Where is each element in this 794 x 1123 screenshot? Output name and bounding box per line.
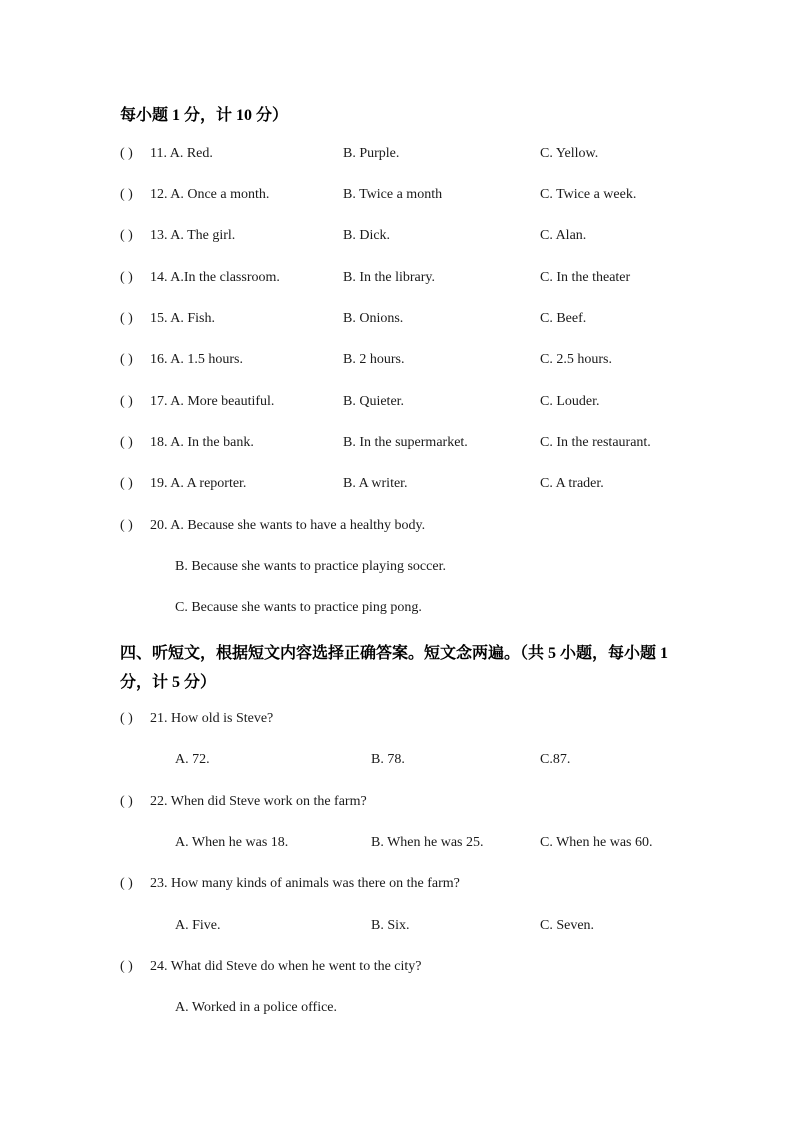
option-a: 13. A. The girl.	[150, 228, 236, 243]
answer-blank[interactable]: ( )	[120, 311, 133, 326]
question-20-option-b-row	[120, 559, 720, 579]
option-c: C. When he was 60.	[540, 835, 653, 850]
question-15	[120, 311, 720, 331]
question-22	[120, 794, 720, 814]
option-a: A. 72.	[175, 752, 210, 767]
answer-blank[interactable]: ( )	[120, 352, 133, 367]
option-c: C. Beef.	[540, 311, 587, 326]
question-24-options	[120, 1000, 720, 1020]
option-b: B. In the supermarket.	[343, 435, 468, 450]
question-stem: 22. When did Steve work on the farm?	[150, 794, 367, 809]
option-a: 11. A. Red.	[150, 146, 213, 161]
question-18	[120, 435, 720, 455]
answer-blank[interactable]: ( )	[120, 711, 133, 726]
option-c: C. In the restaurant.	[540, 435, 651, 450]
option-b: B. Because she wants to practice playing soccer.	[175, 559, 446, 574]
option-b: B. In the library.	[343, 270, 436, 285]
option-c: C.87.	[540, 752, 571, 767]
question-16	[120, 352, 720, 372]
answer-blank[interactable]: ( )	[120, 146, 133, 161]
answer-blank[interactable]: ( )	[120, 187, 133, 202]
question-21	[120, 711, 720, 731]
option-c: C. Alan.	[540, 228, 587, 243]
option-c: C. Twice a week.	[540, 187, 637, 202]
question-14	[120, 270, 720, 290]
answer-blank[interactable]: ( )	[120, 394, 133, 409]
option-b: B. Dick.	[343, 228, 391, 243]
question-stem: 24. What did Steve do when he went to the city?	[150, 959, 422, 974]
question-stem: 23. How many kinds of animals was there on the farm?	[150, 876, 460, 891]
option-b: B. Purple.	[343, 146, 400, 161]
question-19	[120, 476, 720, 496]
option-a: 19. A. A reporter.	[150, 476, 247, 491]
question-12	[120, 187, 720, 207]
answer-blank[interactable]: ( )	[120, 876, 133, 891]
option-a: A. When he was 18.	[175, 835, 289, 850]
section3-heading: 每小题 1 分，计 10 分）	[120, 107, 289, 124]
option-c: C. Louder.	[540, 394, 600, 409]
option-a: A. Five.	[175, 918, 221, 933]
option-b: B. Quieter.	[343, 394, 405, 409]
option-a: 15. A. Fish.	[150, 311, 215, 326]
answer-blank[interactable]: ( )	[120, 435, 133, 450]
option-a: 18. A. In the bank.	[150, 435, 254, 450]
option-b: B. Twice a month	[343, 187, 443, 202]
question-13	[120, 228, 720, 248]
answer-blank[interactable]: ( )	[120, 228, 133, 243]
option-a: 20. A. Because she wants to have a healthy body.	[150, 518, 426, 533]
option-c: C. 2.5 hours.	[540, 352, 612, 367]
answer-blank[interactable]: ( )	[120, 794, 133, 809]
question-22-options	[120, 835, 720, 855]
option-a: 12. A. Once a month.	[150, 187, 270, 202]
option-b: B. Six.	[371, 918, 410, 933]
question-20	[120, 518, 720, 538]
option-a: 14. A.In the classroom.	[150, 270, 280, 285]
question-17	[120, 394, 720, 414]
question-11	[120, 146, 720, 166]
option-b: B. Onions.	[343, 311, 404, 326]
option-a: 16. A. 1.5 hours.	[150, 352, 243, 367]
question-24	[120, 959, 720, 979]
option-c: C. Yellow.	[540, 146, 599, 161]
question-23	[120, 876, 720, 896]
answer-blank[interactable]: ( )	[120, 518, 133, 533]
question-21-options	[120, 752, 720, 772]
option-b: B. When he was 25.	[371, 835, 484, 850]
answer-blank[interactable]: ( )	[120, 959, 133, 974]
option-c: C. In the theater	[540, 270, 631, 285]
option-c: C. A trader.	[540, 476, 604, 491]
section4-heading-line2: 分，计 5 分）	[120, 674, 217, 691]
question-20-option-c-row	[120, 600, 720, 620]
option-b: B. 78.	[371, 752, 405, 767]
option-b: B. A writer.	[343, 476, 408, 491]
option-a: 17. A. More beautiful.	[150, 394, 275, 409]
option-c: C. Because she wants to practice ping pong.	[175, 600, 422, 615]
option-a: A. Worked in a police office.	[175, 1000, 338, 1015]
option-c: C. Seven.	[540, 918, 595, 933]
question-23-options	[120, 918, 720, 938]
answer-blank[interactable]: ( )	[120, 270, 133, 285]
option-b: B. 2 hours.	[343, 352, 405, 367]
answer-blank[interactable]: ( )	[120, 476, 133, 491]
section4-heading-line1: 四、听短文，根据短文内容选择正确答案。短文念两遍。（共 5 小题，每小题 1	[120, 645, 669, 662]
question-stem: 21. How old is Steve?	[150, 711, 274, 726]
